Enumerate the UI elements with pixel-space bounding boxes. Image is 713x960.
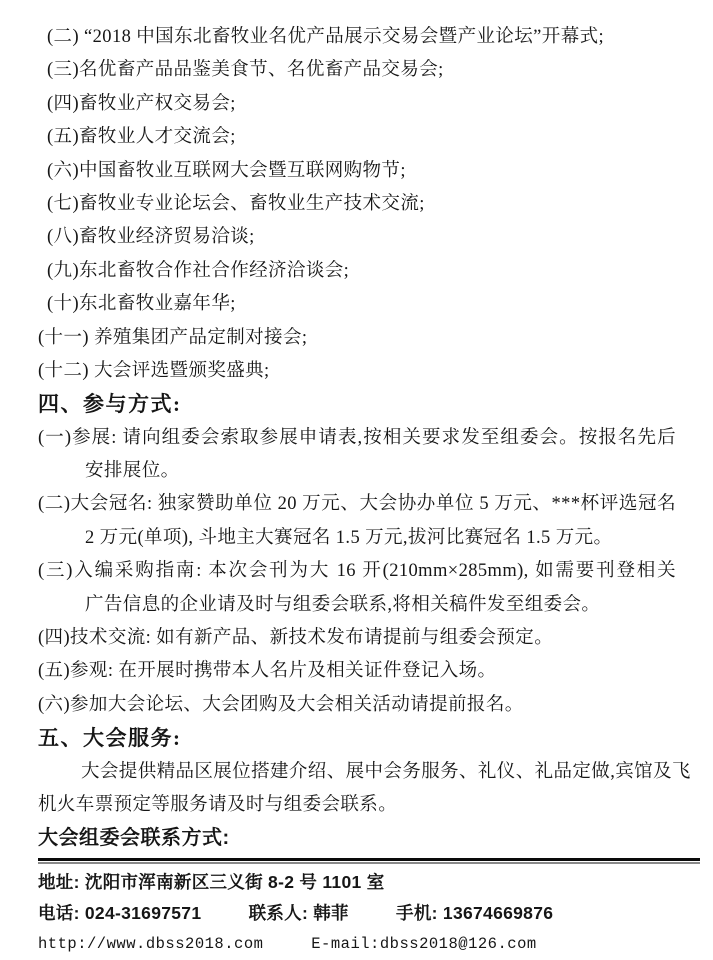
agenda-item: (四)畜牧业产权交易会;: [47, 93, 236, 114]
section-5-paragraph: [38, 756, 691, 823]
divider-thick-line: [38, 858, 700, 861]
agenda-item: (二) “2018 中国东北畜牧业名优产品展示交易会暨产业论坛”开幕式;: [47, 27, 605, 47]
participation-item-line: 广告信息的企业请及时与组委会联系,将相关稿件发至组委会。: [85, 594, 601, 615]
agenda-item: (八)畜牧业经济贸易洽谈;: [47, 227, 255, 248]
agenda-item: (五)畜牧业人才交流会;: [47, 127, 236, 148]
contact-address: 地址: 沈阳市浑南新区三义街 8-2 号 1101 室: [38, 871, 385, 892]
contact-address-row: [38, 867, 676, 898]
contact-person: 联系人: 韩菲: [248, 902, 349, 923]
contact-website[interactable]: http://www.dbss2018.com: [38, 934, 264, 953]
section-4-heading: 四、参与方式:: [38, 392, 182, 417]
agenda-item: (十一) 养殖集团产品定制对接会;: [38, 327, 308, 348]
participation-item-line: 2 万元(单项), 斗地主大赛冠名 1.5 万元,拔河比赛冠名 1.5 万元。: [85, 527, 613, 548]
participation-item-line: 安排展位。: [85, 461, 180, 482]
agenda-item: (七)畜牧业专业论坛会、畜牧业生产技术交流;: [47, 193, 425, 214]
participation-item-line: (一)参展: 请向组委会索取参展申请表,按相关要求发至组委会。按报名先后: [38, 427, 676, 448]
section-5-heading: 五、大会服务:: [38, 726, 182, 751]
divider-thin-line: [38, 862, 700, 864]
agenda-list: [38, 21, 676, 388]
contact-email[interactable]: E-mail:dbss2018@126.com: [311, 934, 537, 953]
section-4-items: [38, 422, 676, 723]
agenda-item: (三)名优畜产品品鉴美食节、名优畜产品交易会;: [47, 60, 444, 81]
service-paragraph-line: 大会提供精品区展位搭建介绍、展中会务服务、礼仪、礼品定做,宾馆及飞: [81, 761, 691, 782]
agenda-item: (六)中国畜牧业互联网大会暨互联网购物节;: [47, 160, 406, 181]
contact-phone: 电话: 024-31697571: [38, 902, 202, 923]
participation-item-line: (二)大会冠名: 独家赞助单位 20 万元、大会协办单位 5 万元、***杯评选冠名: [38, 494, 676, 515]
participation-item-line: (五)参观: 在开展时携带本人名片及相关证件登记入场。: [38, 661, 497, 682]
contact-divider: [38, 858, 700, 864]
participation-item-line: (三)入编采购指南: 本次会刊为大 16 开(210mm×285mm), 如需要刊登相关: [38, 561, 676, 582]
contact-web-row: [38, 929, 676, 960]
participation-item-line: (四)技术交流: 如有新产品、新技术发布请提前与组委会预定。: [38, 628, 554, 649]
contact-heading: 大会组委会联系方式:: [38, 827, 230, 850]
agenda-item: (十)东北畜牧业嘉年华;: [47, 294, 236, 315]
contact-mobile: 手机: 13674669876: [396, 902, 554, 923]
contact-phone-row: [38, 898, 676, 929]
participation-item-line: (六)参加大会论坛、大会团购及大会相关活动请提前报名。: [38, 694, 524, 715]
service-paragraph-line: 机火车票预定等服务请及时与组委会联系。: [38, 794, 398, 815]
agenda-item: (九)东北畜牧合作社合作经济洽谈会;: [47, 260, 350, 281]
agenda-item: (十二) 大会评选暨颁奖盛典;: [38, 360, 270, 381]
